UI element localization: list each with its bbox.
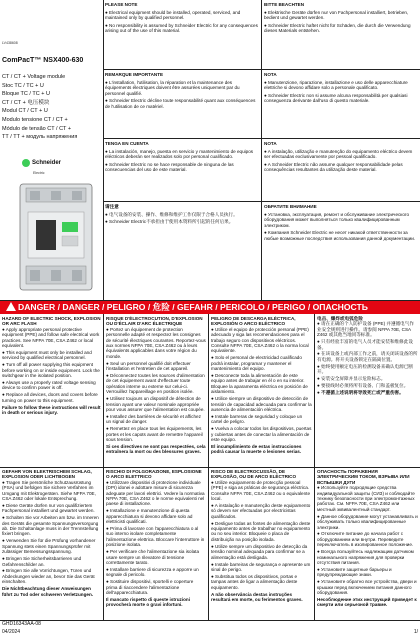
danger-item: ● Portez un équipement de protection personnelle adapté et respectez les consignes de sécurité électriques courantes. Reportez-vous aux normes NFPA 70E, CSA Z462 ou à leurs équivalents applicables dans votre région du monde. bbox=[106, 326, 206, 359]
danger-item: ● Prima di lavorare con l'apparecchiatura o al suo interno isolare completamente l'alimentazione elettrica. Bloccare l'interruttore in posizione isolata. bbox=[106, 526, 205, 548]
notice-item: ● No responsibility is assumed by Schneider Electric for any consequences arising out of the use of this material. bbox=[105, 22, 258, 33]
danger-item: ● Solo el personal de electricidad cualificado podrá instalar, programar y mantener el mantenimiento del equipo. bbox=[211, 355, 302, 372]
danger-item: ● Instale barreras de seguridad y coloque un cartel de peligro. bbox=[211, 413, 303, 425]
notice-item: ● Electrical equipment should be installed, operated, serviced, and maintained only by qualified personnel. bbox=[105, 9, 241, 20]
notice-ru bbox=[264, 204, 418, 298]
danger-item: ● A instalação e manutenção deste equipamento só devem ser efectuadas por electricistas qualificados. bbox=[211, 502, 311, 519]
variant-line: Stoc TC / TC + U bbox=[2, 82, 44, 89]
danger-title: RISQUE D'ÉLECTROCUTION, D'EXPLOSION OU D'ÉCLAIR D'ARC ÉLECTRIQUE bbox=[106, 316, 203, 327]
notice-title: 请注意 bbox=[105, 204, 119, 209]
notice-title: NOTA bbox=[264, 72, 277, 77]
danger-it bbox=[106, 469, 206, 619]
danger-item: ● Always use a properly rated voltage sensing device to confirm power is off. bbox=[2, 379, 96, 391]
danger-item: ● Vuelva a colocar todos los dispositivos, puertas y cubiertas antes de conectar la alimentación de este equipo. bbox=[211, 426, 312, 443]
footer-page-number: 1/ bbox=[413, 629, 418, 635]
danger-item: ● Schalten Sie vor Arbeiten am bzw. im Inneren des Geräts die gesamte Spannungsversorgung ab. Die Schaltanlage muss in der Trennstellung fixiert bringen. bbox=[2, 515, 99, 537]
notice-item: ● Manutenzione, riparazione, installazione e uso delle apparecchiature elettriche si devono affidare solo a personale qualificato. bbox=[264, 79, 408, 90]
notice-please-note bbox=[105, 2, 258, 68]
danger-en bbox=[2, 316, 101, 466]
notice-item: ● La instalación, manejo, puesta en servicio y mantenimiento de equipos eléctricos deberán ser realizados solo por personal cualificado. bbox=[105, 148, 254, 159]
notice-item: ● A instalação, utilização e manutenção do equipamento eléctrico devem ser efectuadas exclusivamente por pessoal qualificado. bbox=[264, 148, 413, 159]
danger-item: ● Per verificare che l'alimentazione sia isolata usare sempre un rilevatore di tensione correttamente tarato. bbox=[106, 549, 200, 565]
notice-item: ● Schneider Electric不承担由于使用本资料所引起的任何后果。 bbox=[105, 219, 234, 224]
danger-item: ● Utilize sempre um dispositivo de detecção da tensão nominal adequada para confirmar se a alimentação está desligada. bbox=[211, 543, 308, 560]
danger-item: ● Установите защитные барьеры и предупреждающие знаки. bbox=[317, 566, 392, 578]
danger-item: ● 安装安全屏障并显示危险标志。 bbox=[317, 376, 386, 382]
danger-item: ● 在该设备上或内部工作之前，请关闭该设备的所有电源。将开关设备锁定在隔离位置。 bbox=[317, 351, 418, 362]
variant-line: CT / CT + 电压模块 bbox=[2, 99, 50, 106]
notice-item: ● Schneider Electric haftet nicht für Schäden, die durch die Verwendung dieses Materials entstehen. bbox=[264, 22, 411, 33]
danger-item: ● Tragen Sie persönliche Schutzausrüstung (PSA) und befolgen Sie sichere Verfahren im Umgang mit Elektrogeräten. Siehe NFPA 70E, CSA Z462 oder lokale Entsprechung. bbox=[2, 479, 96, 502]
danger-consequence: Несоблюдение этих инструкций приведет к смерти или серьезной травме. bbox=[317, 596, 417, 608]
danger-banner bbox=[0, 301, 420, 314]
danger-consequence: Si ces directives ne sont pas respectées, cela entraînera la mort ou des blessures graves. bbox=[106, 443, 206, 455]
danger-item: ● Diese Geräte dürfen nur von qualifiziertem Fachpersonal installiert und gewartet werden. bbox=[2, 502, 95, 514]
danger-item: ● Installez des barrières de sécurité et affichez un signal de danger. bbox=[106, 413, 201, 425]
danger-consequence: A não observância destas instruções resultará em morte, ou ferimentos graves. bbox=[211, 591, 303, 602]
danger-item: ● Bringen Sie Sicherheitsbarrieren und Gefahrenschilder an. bbox=[2, 556, 82, 567]
danger-item: ● Desligue todas as fontes de alimentação deste equipamento antes de trabalhar no equipamento ou no seu interior. Bloqueie o placa de distribuição na posição isolada. bbox=[211, 520, 311, 542]
notice-nota-pt bbox=[264, 141, 418, 199]
variant-line: Módulo de tensão CT / CT + bbox=[2, 125, 72, 132]
notice-tenga bbox=[105, 141, 258, 199]
danger-item: ● 请在正确的个人防护设备 (PPE) 并遵循电气作业安全规则进行操作。请参阅 NFPA 70E, CSA Z462 或其他当地同等标准。 bbox=[317, 321, 414, 338]
notice-title: BITTE BEACHTEN bbox=[264, 2, 305, 7]
danger-item: ● Apply appropriate personal protective equipment (PPE) and follow safe electrical work practices. See NFPA 70E, CSA Z462 or local equivalent. bbox=[2, 326, 100, 349]
notice-title: PLEASE NOTE bbox=[105, 2, 138, 7]
variant-line: CT / CT + Voltage module bbox=[2, 74, 66, 80]
danger-item: ● Bringen Sie alle Vorrichtungen, Türen und Abdeckungen wieder an, bevor Sie das Gerät einschalten. bbox=[2, 568, 95, 585]
danger-item: ● Seul un personnel qualifié doit effectuer l'installation et l'entretien de cet appareil. bbox=[106, 360, 191, 372]
variant-line: Modulo tensione CT / CT + bbox=[2, 116, 68, 123]
danger-item: ● Utilice siempre un dispositivo de detección de tensión de capacidad adecuada para confirmar la ausencia de alimentación eléctrica. bbox=[211, 396, 312, 412]
danger-title: PELIGRO DE DESCARGA ELÉCTRICA, EXPLOSIÓN O ARCO ELÉCTRICO bbox=[211, 316, 296, 327]
footer-document-code: GHD16343AA-08 bbox=[2, 621, 41, 627]
brand-logo bbox=[22, 154, 62, 175]
danger-consequence: Die Nichtbeachtung dieser Anweisungen führt zu Tod oder schweren Verletzungen. bbox=[2, 586, 94, 597]
notice-item: ● Schneider Electric non si assume alcuna responsabilità per qualsiasi conseguenza derivante dall'uso di questo materiale. bbox=[264, 92, 408, 103]
danger-item: ● Отключите питание до начала работ с оборудованием или внутри. Переведите переключатель в изолированное положение. bbox=[317, 531, 414, 548]
danger-de bbox=[2, 469, 101, 619]
danger-item: ● This equipment must only be installed and serviced by qualified electrical personnel. bbox=[2, 349, 92, 361]
notice-item: ● Schneider Electric no se hace responsable de ninguna de las consecuencias del uso de este material. bbox=[105, 161, 234, 172]
danger-title: RISCHIO DI FOLGORAZIONE, ESPLOSIONE O ARCO ELETTRICO bbox=[106, 469, 202, 480]
danger-title: 电击、爆炸或电弧危险 bbox=[317, 316, 363, 321]
danger-item: ● Всегда пользуйтесь надлежащим датчиком номинального напряжения для проверки отсутствия питания. bbox=[317, 549, 414, 565]
variant-line: Modul CT / CT + U bbox=[2, 108, 48, 115]
notice-remarque bbox=[105, 72, 258, 136]
notice-item: ● L'installation, l'utilisation, la réparation et la maintenance des équipements électriques doivent être assurées uniquement par du personnel qualifié. bbox=[105, 79, 240, 96]
danger-item: ● Данное оборудование могут устанавливать и обслуживать только квалифицированные электрики. bbox=[317, 513, 418, 530]
danger-item: ● Déconnectez toutes les sources d'alimentation de cet équipement avant d'effectuer toute opération interne ou externe sur celui-ci. Verrouillez l'appareillage en position isolée. bbox=[106, 373, 205, 395]
danger-item: ● Utilice el equipo de protección personal (PPE) adecuado y siga las recomendaciones para el trabajo seguro con dispositivos eléctricos. Consulte NFPA 70E, CSA Z462 o la norma local equivalente. bbox=[211, 326, 309, 354]
notice-item: ● Schneider Electric décline toute responsabilité quant aux conséquences de l'utilisation de ce matériel. bbox=[105, 98, 256, 109]
warning-triangle-icon bbox=[6, 302, 16, 311]
danger-item: ● Instale barreiras de segurança e apresente um sinal de perigo. bbox=[211, 561, 311, 572]
variant-line: Bloque TC / TC + U bbox=[2, 91, 50, 98]
notice-item: ● Elektrische Geräte dürfen nur von Fachpersonal installiert, betrieben, bedient und gewartet werden. bbox=[264, 9, 409, 20]
brand-leaf-icon bbox=[22, 159, 30, 167]
notice-zh bbox=[105, 204, 258, 298]
danger-item: ● Verwenden Sie für die Prüfung vorhandener Spannung stets einen Spannungsprüfer mit zulässiger Bemessungsspannung. bbox=[2, 538, 96, 555]
danger-item: ● Desconecte toda la alimentación de este equipo antes de trabajar en él o en su interior. Bloquee la aparamenta eléctrica en posición de aislamiento. bbox=[211, 373, 308, 395]
danger-es bbox=[211, 316, 312, 466]
danger-item: ● Replace all devices, doors and covers before turning on power to this equipment. bbox=[2, 392, 98, 403]
danger-item: ● Installazione e manutenzione di questa apparecchiatura si devono affidare solo ad elettricisti qualificati. bbox=[106, 508, 193, 525]
product-code: LV438608 bbox=[2, 41, 18, 45]
danger-title: GEFAHR VON ELEKTRISCHEM SCHLAG, EXPLOSION ODER LICHTBOGEN bbox=[2, 469, 92, 480]
notice-item: ● Компания Schneider Electric не несет никакой ответственности за любые возможные последствия использования данной документации. bbox=[264, 230, 416, 241]
footer-date: 04/2024 bbox=[2, 629, 21, 635]
danger-fr bbox=[106, 316, 206, 466]
danger-ru bbox=[317, 469, 418, 619]
danger-title: HAZARD OF ELECTRIC SHOCK, EXPLOSION OR ARC FLASH bbox=[2, 316, 101, 327]
circuit-breaker-illustration bbox=[14, 182, 98, 294]
notice-title: NOTA bbox=[264, 141, 277, 146]
notice-nota-it bbox=[264, 72, 418, 136]
danger-item: ● Utilizzare dispositivi di protezione individuale (DPI) idonei e adottare misure di sicurezza adeguate per lavori elettrici. Vedere la normativa NFPA 70E, CSA Z462 o le norme equivalenti nel paese di installazione. bbox=[106, 479, 205, 507]
danger-item: ● Remettez en place tous les équipements, les portes et les capots avant de remettre l'appareil sous tension. bbox=[106, 426, 203, 443]
danger-consequence: Failure to follow these instructions will result in death or serious injury. bbox=[2, 404, 101, 415]
danger-item: ● 始终使用额定电压的检测设备来确认电源已断开。 bbox=[317, 363, 413, 375]
danger-item: ● Turn off all power supplying this equipment before working on or inside equipment. Lock the switchgear in the isolated position. bbox=[2, 362, 100, 379]
danger-item: ● Установите обратно все устройства, двери и крышки перед включением питания данного оборудования. bbox=[317, 579, 417, 596]
notice-title: ОБРАТИТЕ ВНИМАНИЕ bbox=[264, 204, 317, 209]
danger-title: ОПАСНОСТЬ ПОРАЖЕНИЯ ЭЛЕКТРИЧЕСКИМ ТОКОМ, ВЗРЫВА ИЛИ ВСПЫШКИ ДУГИ bbox=[317, 469, 410, 485]
product-title: ComPacT™ NSX400-630 bbox=[2, 57, 84, 64]
notice-item: ● A Schneider Electric não assume qualquer responsabilidade pelas consequências resultantes da utilização deste material. bbox=[264, 161, 403, 172]
notice-title: REMARQUE IMPORTANTE bbox=[105, 72, 164, 77]
variant-line: ТТ / ТТ + модуль напряжения bbox=[2, 134, 78, 141]
notice-item: ● Установка, эксплуатация, ремонт и обслуживание электрического оборудования может выполняться только квалифицированным электриком. bbox=[264, 211, 410, 228]
danger-item: ● Utilisez toujours un dispositif de détection de tension ayant une valeur nominale appropriée pour vous assurer que l'alimentation est coupée. bbox=[106, 396, 205, 412]
notice-bitte-beachten bbox=[264, 2, 418, 68]
danger-consequence: ● 不遵循上述说明将导致死亡或严重伤害。 bbox=[317, 389, 404, 395]
danger-banner-text: DANGER / DANGER / PELIGRO / 危险 / GEFAHR / PERICOLO / PERIGO / ОПАСНОСТЬ bbox=[18, 302, 368, 312]
danger-item: ● Sostituire dispositivi, sportelli e coperture prima di riaccendere l'alimentazione dell'apparecchiatura. bbox=[106, 579, 194, 596]
brand-sub: Electric bbox=[33, 171, 45, 175]
danger-item: ● 只有经验丰富的电气人员才能安装和维修此设备。 bbox=[317, 339, 413, 350]
danger-title: RISCO DE ELECTROCUSSÃO, DE EXPLOSÃO, OU DE ARCO ELÉCTRICO bbox=[211, 469, 297, 480]
danger-item: ● Используйте подходящие средства индивидуальной защиты (СИЗ) и соблюдайте технику безопасности при электромонтажных работах. См. NFPA 70E, CSA Z462 или местный эквивалентный стандарт. bbox=[317, 485, 415, 512]
danger-item: ● Installare barriere di sicurezza e apporre un segnale di pericolo. bbox=[106, 566, 199, 578]
danger-item: ● Substitua todos os dispositivos, portas e tampas antes de ligar a alimentação deste equipamento. bbox=[211, 573, 298, 590]
danger-pt bbox=[211, 469, 312, 619]
danger-consequence: El incumplimiento de estas instrucciones podrá causar la muerte o lesiones serias. bbox=[211, 443, 302, 455]
notice-item: ● 电气设备的安装、操作、维修和维护工作仅限于合格人员执行。 bbox=[105, 211, 238, 217]
danger-consequence: Il mancato rispetto di queste istruzioni provocherà morte o gravi infortuni. bbox=[106, 596, 190, 608]
product-variants bbox=[2, 73, 77, 142]
danger-zh bbox=[317, 316, 418, 466]
danger-item: ● 要接线时必须将所有设备、门和盖板复位。 bbox=[317, 382, 409, 388]
danger-item: ● Utilize equipamento de protecção pessoal (PPE) e siga as práticas de segurança eléctrica. Consulte NFPA 70E, CSA Z462 ou o equivalente local. bbox=[211, 479, 310, 502]
notice-title: TENGA EN CUENTA bbox=[105, 141, 149, 146]
brand-name: Schneider bbox=[32, 159, 62, 166]
